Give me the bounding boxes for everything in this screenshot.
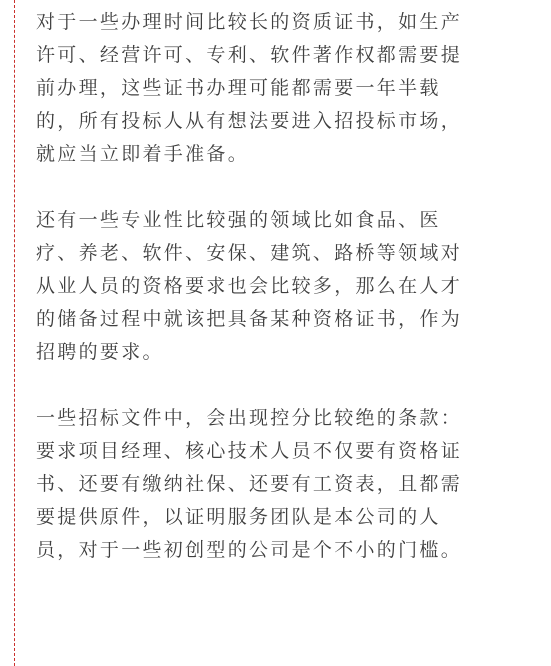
paragraph-qualification-certificates <box>36 6 541 171</box>
text-line: 的，所有投标人从有想法要进入招投标市场， <box>36 110 463 132</box>
article-body <box>36 6 541 567</box>
text-line: 从业人员的资格要求也会比较多，那么在人才 <box>36 275 463 297</box>
paragraph-professional-fields <box>36 204 541 369</box>
text-line: 一些招标文件中，会出现控分比较绝的条款： <box>36 407 463 429</box>
text-line: 对于一些办理时间比较长的资质证书，如生产 <box>36 11 463 33</box>
dashed-side-rule <box>14 0 15 666</box>
text-line: 就应当立即着手准备。 <box>36 143 250 165</box>
paragraph-tender-clauses <box>36 402 541 567</box>
text-line: 员，对于一些初创型的公司是个不小的门槛。 <box>36 539 463 561</box>
text-line: 许可、经营许可、专利、软件著作权都需要提 <box>36 44 463 66</box>
text-line: 要提供原件，以证明服务团队是本公司的人 <box>36 506 441 528</box>
text-line: 招聘的要求。 <box>36 341 164 363</box>
text-line: 要求项目经理、核心技术人员不仅要有资格证 <box>36 440 463 462</box>
text-line: 书、还要有缴纳社保、还要有工资表，且都需 <box>36 473 463 495</box>
text-line: 疗、养老、软件、安保、建筑、路桥等领域对 <box>36 242 463 264</box>
text-line: 前办理，这些证书办理可能都需要一年半载 <box>36 77 441 99</box>
text-line: 还有一些专业性比较强的领域比如食品、医 <box>36 209 441 231</box>
text-line: 的储备过程中就该把具备某种资格证书，作为 <box>36 308 463 330</box>
